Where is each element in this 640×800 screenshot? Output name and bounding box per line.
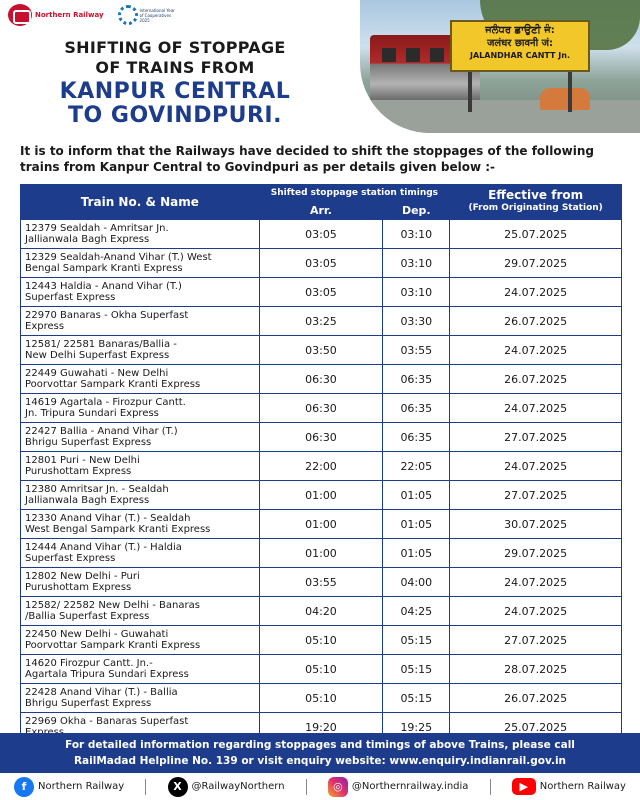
departure-cell: 01:05 [383, 481, 450, 510]
platform-shape [360, 100, 640, 133]
train-name-line-1: 12581/ 22581 Banaras/Ballia - [25, 339, 177, 350]
effective-date-cell: 29.07.2025 [450, 539, 622, 568]
table-row [21, 568, 622, 597]
train-name-line-2: Superfast Express [25, 292, 116, 303]
table-row [21, 423, 622, 452]
sign-english: JALANDHAR CANTT Jn. [470, 51, 570, 60]
table-row [21, 684, 622, 713]
effective-date-cell: 27.07.2025 [450, 626, 622, 655]
arrival-cell: 01:00 [259, 481, 383, 510]
train-name-line-2: Jallianwala Bagh Express [25, 234, 150, 245]
train-name-cell [21, 684, 260, 713]
departure-cell: 05:15 [383, 684, 450, 713]
social-instagram[interactable] [328, 777, 469, 797]
departure-cell: 01:05 [383, 510, 450, 539]
train-name-line-2: Bhrigu Superfast Express [25, 698, 152, 709]
arrival-cell: 05:10 [259, 684, 383, 713]
header-train: Train No. & Name [21, 185, 260, 220]
departure-cell: 03:10 [383, 220, 450, 249]
train-name-line-1: 12444 Anand Vihar (T.) - Haldia [25, 542, 182, 553]
train-name-line-2: Jallianwala Bagh Express [25, 495, 150, 506]
header-effective-label: Effective from [488, 188, 584, 202]
arrival-cell: 03:50 [259, 336, 383, 365]
train-name-cell [21, 568, 260, 597]
intro-text: It is to inform that the Railways have decided to shift the stoppages of the following trains from Kanpur Central to Govindpuri as per details given below :- [20, 144, 594, 174]
table-row [21, 394, 622, 423]
sign-punjabi: ਜਲੰਧਰ ਛਾਉਣੀ ਜੰ: [485, 25, 555, 36]
header-shift: Shifted stoppage station timings [259, 185, 450, 202]
effective-date-cell: 27.07.2025 [450, 423, 622, 452]
train-name-cell [21, 394, 260, 423]
title-top [20, 38, 330, 78]
train-name-line-2: Poorvottar Sampark Kranti Express [25, 640, 201, 651]
arrival-cell: 03:25 [259, 307, 383, 336]
train-name-line-1: 22450 New Delhi - Guwahati [25, 629, 169, 640]
table-body [21, 220, 622, 742]
train-name-line-1: 22970 Banaras - Okha Superfast [25, 310, 189, 321]
sign-post [568, 72, 572, 112]
departure-cell: 05:15 [383, 626, 450, 655]
station-photo [360, 0, 640, 133]
effective-date-cell: 24.07.2025 [450, 278, 622, 307]
train-name-line-2: Agartala Tripura Sundari Express [25, 669, 189, 680]
effective-date-cell: 24.07.2025 [450, 394, 622, 423]
departure-cell: 06:35 [383, 394, 450, 423]
train-name-cell [21, 452, 260, 481]
table-row [21, 365, 622, 394]
arrival-cell: 03:05 [259, 220, 383, 249]
train-name-cell [21, 510, 260, 539]
arrival-cell: 04:20 [259, 597, 383, 626]
iyc-emblem-icon [118, 5, 138, 25]
departure-cell: 22:05 [383, 452, 450, 481]
departure-cell: 05:15 [383, 655, 450, 684]
social-x[interactable] [168, 777, 285, 797]
train-name-line-1: 12329 Sealdah-Anand Vihar (T.) West [25, 252, 212, 263]
arrival-cell: 05:10 [259, 626, 383, 655]
train-name-line-2: Purushottam Express [25, 466, 132, 477]
stoppage-table [20, 184, 622, 742]
train-name-line-2: Bhrigu Superfast Express [25, 437, 152, 448]
title-main [10, 80, 340, 128]
facebook-label: Northern Railway [38, 781, 125, 792]
train-name-line-1: 14620 Firozpur Cantt. Jn.- [25, 658, 153, 669]
youtube-label: Northern Railway [539, 781, 626, 792]
arrival-cell: 03:05 [259, 249, 383, 278]
train-name-line-1: 12802 New Delhi - Puri [25, 571, 140, 582]
table-row [21, 655, 622, 684]
divider [490, 779, 491, 795]
effective-date-cell: 24.07.2025 [450, 568, 622, 597]
train-window [430, 48, 444, 62]
arrival-cell: 06:30 [259, 394, 383, 423]
table-row [21, 510, 622, 539]
train-name-cell [21, 626, 260, 655]
train-name-line-2: Express [25, 321, 65, 332]
social-bar [0, 773, 640, 800]
table-row [21, 307, 622, 336]
train-name-line-1: 12379 Sealdah - Amritsar Jn. [25, 223, 169, 234]
train-window [382, 48, 396, 62]
header-effective [450, 185, 622, 220]
title-line-4: TO GOVINDPURI. [68, 103, 282, 128]
train-name-cell [21, 481, 260, 510]
arrival-cell: 01:00 [259, 539, 383, 568]
train-name-line-2: West Bengal Sampark Kranti Express [25, 524, 211, 535]
arrival-cell: 01:00 [259, 510, 383, 539]
table-row [21, 481, 622, 510]
departure-cell: 03:10 [383, 249, 450, 278]
train-name-line-2: Poorvottar Sampark Kranti Express [25, 379, 201, 390]
train-name-line-2: /Ballia Superfast Express [25, 611, 150, 622]
footer-line-1: For detailed information regarding stoppages and timings of above Trains, please call [65, 739, 575, 751]
table-row [21, 626, 622, 655]
title-line-2: OF TRAINS FROM [95, 58, 255, 77]
title-line-3: KANPUR CENTRAL [59, 79, 291, 104]
effective-date-cell: 26.07.2025 [450, 307, 622, 336]
header-dep: Dep. [383, 202, 450, 220]
train-name-line-2: Jn. Tripura Sundari Express [25, 408, 159, 419]
table-row [21, 336, 622, 365]
train-name-line-1: 22427 Ballia - Anand Vihar (T.) [25, 426, 178, 437]
iyc-logo [118, 5, 180, 25]
effective-date-cell: 26.07.2025 [450, 365, 622, 394]
sign-hindi: जलंधर छावनी जं: [486, 38, 554, 49]
train-name-line-1: 12582/ 22582 New Delhi - Banaras [25, 600, 200, 611]
effective-date-cell: 28.07.2025 [450, 655, 622, 684]
station-sign [450, 20, 590, 72]
person-shape [540, 88, 590, 110]
train-name-line-2: Purushottam Express [25, 582, 132, 593]
departure-cell: 04:00 [383, 568, 450, 597]
train-name-cell [21, 249, 260, 278]
instagram-label: @Northernrailway.india [351, 781, 469, 792]
train-name-cell [21, 423, 260, 452]
departure-cell: 01:05 [383, 539, 450, 568]
train-name-line-1: 12801 Puri - New Delhi [25, 455, 140, 466]
effective-date-cell: 24.07.2025 [450, 452, 622, 481]
departure-cell: 03:10 [383, 278, 450, 307]
effective-date-cell: 27.07.2025 [450, 481, 622, 510]
train-name-cell [21, 597, 260, 626]
arrival-cell: 03:05 [259, 278, 383, 307]
effective-date-cell: 25.07.2025 [450, 713, 622, 742]
train-name-line-2: Bengal Sampark Kranti Express [25, 263, 183, 274]
table-row [21, 452, 622, 481]
departure-cell: 03:55 [383, 336, 450, 365]
effective-date-cell: 24.07.2025 [450, 597, 622, 626]
departure-cell: 06:35 [383, 423, 450, 452]
x-label: @RailwayNorthern [191, 781, 285, 792]
table-row [21, 249, 622, 278]
effective-date-cell: 25.07.2025 [450, 220, 622, 249]
departure-cell: 19:25 [383, 713, 450, 742]
train-name-line-1: 22969 Okha - Banaras Superfast [25, 716, 189, 727]
table-row [21, 220, 622, 249]
header-arr: Arr. [259, 202, 383, 220]
arrival-cell: 19:20 [259, 713, 383, 742]
arrival-cell: 03:55 [259, 568, 383, 597]
train-name-cell [21, 307, 260, 336]
train-name-line-1: 22428 Anand Vihar (T.) - Ballia [25, 687, 178, 698]
header [0, 0, 640, 133]
table-row [21, 278, 622, 307]
title-line-1: SHIFTING OF STOPPAGE [64, 38, 286, 57]
effective-date-cell: 26.07.2025 [450, 684, 622, 713]
logos [8, 4, 180, 26]
arrival-cell: 05:10 [259, 655, 383, 684]
train-name-line-1: 12443 Haldia - Anand Vihar (T.) [25, 281, 182, 292]
footer-line-2: RailMadad Helpline No. 139 or visit enquiry website: www.enquiry.indianrail.gov.in [73, 755, 567, 767]
arrival-cell: 06:30 [259, 365, 383, 394]
arrival-cell: 06:30 [259, 423, 383, 452]
train-window [406, 48, 420, 62]
train-name-cell [21, 220, 260, 249]
train-name-line-1: 12330 Anand Vihar (T.) - Sealdah [25, 513, 191, 524]
header-effective-sub: (From Originating Station) [468, 203, 603, 213]
departure-cell: 06:35 [383, 365, 450, 394]
sign-post [468, 72, 472, 112]
train-name-cell [21, 365, 260, 394]
train-name-cell [21, 539, 260, 568]
train-name-line-1: 12380 Amritsar Jn. - Sealdah [25, 484, 169, 495]
divider [306, 779, 307, 795]
train-name-line-1: 22449 Guwahati - New Delhi [25, 368, 169, 379]
social-facebook[interactable] [14, 777, 124, 797]
facebook-icon: f [14, 777, 34, 797]
x-icon: X [168, 777, 188, 797]
railway-emblem-icon [8, 4, 32, 26]
footer-text [10, 737, 630, 769]
arrival-cell: 22:00 [259, 452, 383, 481]
northern-railway-logo [8, 4, 104, 26]
org-name: Northern Railway [35, 11, 104, 19]
social-youtube[interactable] [512, 778, 626, 795]
effective-date-cell: 24.07.2025 [450, 336, 622, 365]
train-name-cell [21, 278, 260, 307]
train-name-cell [21, 336, 260, 365]
departure-cell: 03:30 [383, 307, 450, 336]
departure-cell: 04:25 [383, 597, 450, 626]
train-name-line-2: New Delhi Superfast Express [25, 350, 170, 361]
effective-date-cell: 29.07.2025 [450, 249, 622, 278]
iyc-text: International Year of Cooperatives 2025 [139, 7, 175, 23]
train-name-line-2: Superfast Express [25, 553, 116, 564]
table-row [21, 597, 622, 626]
train-name-line-1: 14619 Agartala - Firozpur Cantt. [25, 397, 186, 408]
instagram-icon: ◎ [328, 777, 348, 797]
table-row [21, 539, 622, 568]
train-name-cell [21, 655, 260, 684]
divider [145, 779, 146, 795]
youtube-icon: ▶ [512, 778, 536, 795]
effective-date-cell: 30.07.2025 [450, 510, 622, 539]
